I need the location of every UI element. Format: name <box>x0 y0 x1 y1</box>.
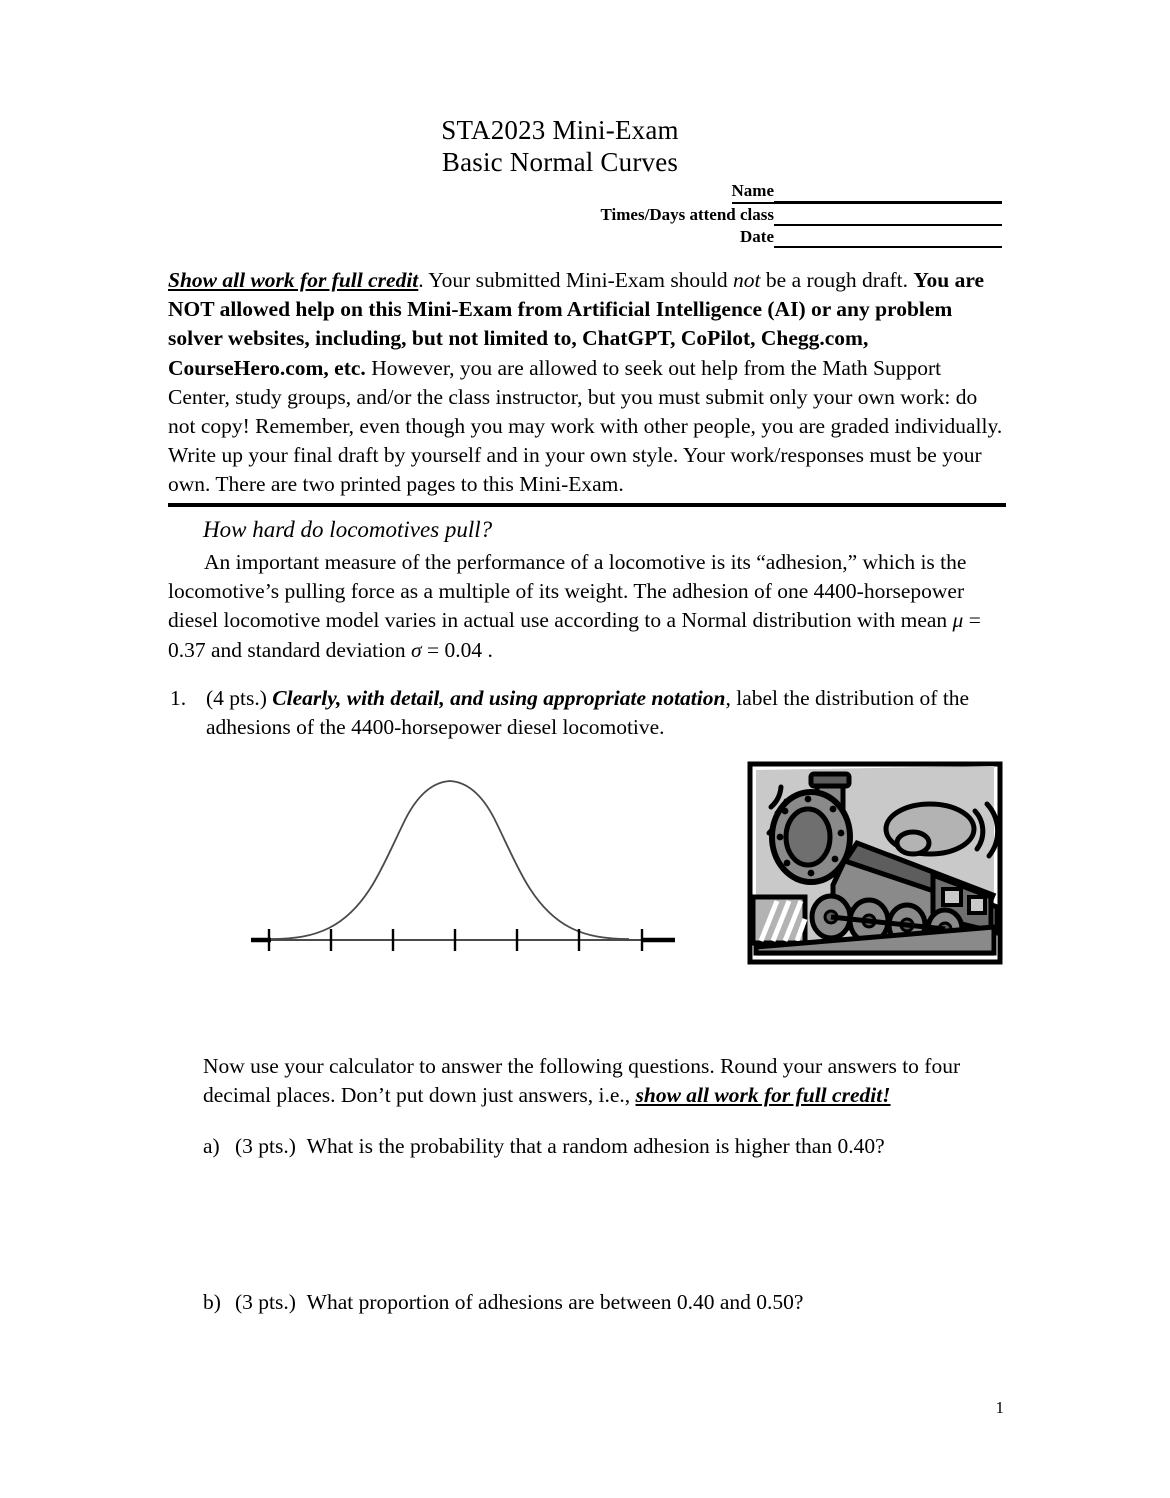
question-1-part-a <box>203 1132 1013 1161</box>
locomotive-clipart <box>747 757 1005 969</box>
locomotive-svg <box>747 757 1005 969</box>
field-row-times-days <box>542 204 1002 226</box>
question-1-points: (4 pts.) <box>206 686 273 710</box>
instructions-after-not: be a rough draft. <box>760 268 914 292</box>
calculator-note-emphasis: show all work for full credit! <box>635 1083 891 1108</box>
times-days-label: Times/Days attend class <box>600 205 774 224</box>
page-title <box>0 114 1170 178</box>
date-input-line[interactable] <box>774 229 1002 248</box>
part-b-label: b) <box>203 1290 221 1314</box>
student-info-block <box>542 180 1002 248</box>
sigma-symbol: σ <box>411 637 422 662</box>
instructions-not-emphasis: not <box>733 268 761 292</box>
cab-window <box>943 889 961 905</box>
story-heading: How hard do locomotives pull? <box>203 517 493 542</box>
instructions-lead: Show all work for full credit <box>168 268 419 292</box>
part-b-text: What proportion of adhesions are between 0.40 and 0.50? <box>306 1290 804 1314</box>
mu-value: = 0.37 <box>168 608 981 662</box>
field-row-name <box>542 180 1002 204</box>
part-a-label: a) <box>203 1134 220 1158</box>
instructions-block <box>168 266 1006 507</box>
page-number: 1 <box>995 1398 1004 1417</box>
name-input-line[interactable] <box>774 184 1002 204</box>
part-a-text: What is the probability that a random adhesion is higher than 0.40? <box>306 1134 885 1158</box>
normal-curve-svg <box>243 768 683 968</box>
field-row-date <box>542 226 1002 248</box>
story-text-mid: and standard deviation <box>205 637 412 662</box>
instructions-ai-warning: You are NOT allowed help on this Mini-Exam from Artificial Intelligence (AI) or any problem solver websites, including, but not limited to, ChatGPT, CoPilot, Chegg.com, CourseHero.com, etc. <box>168 268 985 380</box>
title-line-1: STA2023 Mini-Exam <box>441 115 679 145</box>
question-1-body <box>206 684 1006 742</box>
question-1-rest: , label the distribution of the adhesions of the 4400-horsepower diesel locomotive. <box>206 686 970 740</box>
question-1 <box>170 684 1006 742</box>
story-text-part1: An important measure of the performance of a locomotive is its “adhesion,” which is the locomotive’s pulling force as a multiple of its weight. The adhesion of one 4400-horsepower diesel locomotive model varies in actual use according to a Normal distribution with mean <box>168 550 967 633</box>
normal-curve-figure <box>243 768 683 968</box>
calculator-note-text: Now use your calculator to answer the following questions. Round your answers to four decimal places. Don’t put down just answers, i.e., <box>203 1054 961 1108</box>
story-paragraph <box>168 548 1000 665</box>
times-days-input-line[interactable] <box>774 207 1002 226</box>
smoke-puff-small <box>897 832 929 854</box>
part-a-points: (3 pts.) <box>235 1134 296 1158</box>
smokestack-cap <box>811 774 849 786</box>
question-1-number: 1. <box>170 686 187 710</box>
date-label: Date <box>740 227 774 246</box>
question-1-part-b <box>203 1288 1013 1317</box>
instructions-after-lead: . Your submitted Mini-Exam should <box>418 268 734 292</box>
name-label: Name <box>732 180 774 204</box>
question-1-emphasis: Clearly, with detail, and using appropriate notation <box>272 686 726 710</box>
smokebox-door <box>786 809 830 865</box>
part-b-points: (3 pts.) <box>235 1290 296 1314</box>
bell-curve-path <box>271 781 629 939</box>
sigma-value: = 0.04 <box>421 637 483 662</box>
cab-window-2 <box>969 897 985 913</box>
mu-symbol: μ <box>952 608 964 633</box>
calculator-note <box>203 1052 1003 1110</box>
instructions-tail: However, you are allowed to seek out help from the Math Support Center, study groups, and/or the class instructor, but you must submit only your own work: do not copy! Remember, even though you may work with other people, you are graded individually. Write up your final draft by yourself and in your own style. Your work/responses must be your own. There are two printed pages to this Mini-Exam. <box>168 355 1003 497</box>
story-text-end: . <box>482 637 493 662</box>
title-line-2: Basic Normal Curves <box>441 147 679 177</box>
